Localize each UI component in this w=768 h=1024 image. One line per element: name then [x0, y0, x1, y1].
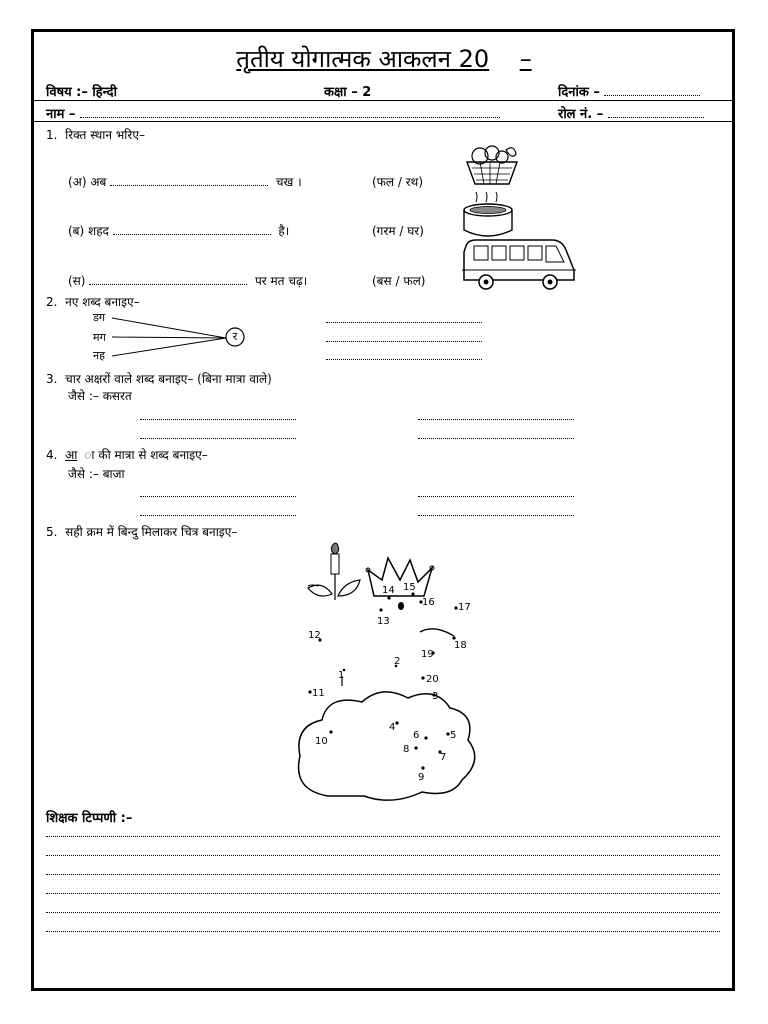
dot-label-9: 9: [418, 772, 425, 783]
dot-to-dot-puzzle: [290, 540, 490, 808]
dot-label-3: 3: [432, 691, 439, 702]
dot-label-10: 10: [315, 736, 328, 747]
q2-answer-2[interactable]: [326, 341, 482, 342]
remarks-line-5[interactable]: [46, 912, 720, 913]
q1-c-blank[interactable]: [89, 284, 247, 285]
date-field[interactable]: [604, 95, 700, 96]
q1-b-blank[interactable]: [113, 234, 271, 235]
q5-heading: 5. सही क्रम में बिन्दु मिलाकर चित्र बनाइए–: [46, 525, 238, 539]
q3-example: जैसे :– कसरत: [68, 389, 132, 403]
q3-answer-3[interactable]: [140, 438, 296, 439]
q2-word-3: नह: [93, 349, 105, 362]
q3-heading: 3. चार अक्षरों वाले शब्द बनाइए– (बिना मात्रा वाले): [46, 372, 272, 386]
dot-label-5: 5: [450, 730, 457, 741]
q4-answer-1[interactable]: [140, 496, 296, 497]
q3-answer-4[interactable]: [418, 438, 574, 439]
dot-label-13: 13: [377, 616, 390, 627]
q2-answer-1[interactable]: [326, 322, 482, 323]
q3-answer-1[interactable]: [140, 419, 296, 420]
teacher-remarks-label: शिक्षक टिप्पणी :–: [46, 811, 133, 826]
dot-label-15: 15: [403, 582, 416, 593]
q1-a-blank[interactable]: [110, 185, 268, 186]
page-title: तृतीय योगात्मक आकलन 20 –: [236, 45, 532, 73]
q2-center-letter: र: [232, 330, 238, 343]
dot-label-6: 6: [413, 730, 420, 741]
remarks-line-3[interactable]: [46, 874, 720, 875]
header-divider: [34, 100, 732, 101]
dot-label-16: 16: [422, 597, 435, 608]
header-divider-2: [34, 121, 732, 122]
dot-label-7: 7: [440, 752, 447, 763]
q2-heading: 2. नए शब्द बनाइए–: [46, 295, 140, 309]
q1-c-options: (बस / फल): [372, 274, 426, 288]
bus-icon: [458, 238, 578, 290]
subject-label: विषय :– हिन्दी: [46, 85, 117, 100]
remarks-line-6[interactable]: [46, 931, 720, 932]
dot-label-8: 8: [403, 744, 410, 755]
dot-label-4: 4: [389, 722, 396, 733]
date-label: दिनांक –: [558, 82, 700, 100]
dot-label-12: 12: [308, 630, 321, 641]
q2-connector-lines: [108, 312, 248, 360]
class-label: कक्षा – 2: [324, 85, 372, 100]
dot-label-1: 1: [338, 670, 345, 681]
roll-label: रोल नं. –: [558, 104, 704, 122]
q4-answer-3[interactable]: [140, 515, 296, 516]
q2-word-2: मग: [93, 331, 106, 344]
q1-item-b: (ब) शहद है।: [68, 224, 290, 238]
name-field[interactable]: [80, 117, 500, 118]
q2-answer-3[interactable]: [326, 359, 482, 360]
roll-field[interactable]: [608, 117, 704, 118]
q4-example: जैसे :– बाजा: [68, 467, 125, 481]
dot-label-11: 11: [312, 688, 325, 699]
q2-word-1: डग: [93, 311, 106, 324]
dot-label-20: 20: [426, 674, 439, 685]
remarks-line-4[interactable]: [46, 893, 720, 894]
q1-item-c: (स) पर मत चढ़।: [68, 274, 308, 288]
q1-heading: 1. रिक्त स्थान भरिए–: [46, 128, 145, 142]
cooking-pot-icon: [462, 192, 518, 240]
q1-b-options: (गरम / घर): [372, 224, 424, 238]
dot-label-17: 17: [458, 602, 471, 613]
remarks-line-1[interactable]: [46, 836, 720, 837]
candle-decoration-icon: [308, 543, 360, 600]
remarks-line-2[interactable]: [46, 855, 720, 856]
q3-answer-2[interactable]: [418, 419, 574, 420]
q4-answer-4[interactable]: [418, 515, 574, 516]
q4-heading: 4. आ की मात्रा से शब्द बनाइए–: [46, 448, 208, 462]
name-label: नाम –: [46, 104, 500, 122]
dot-label-19: 19: [421, 649, 434, 660]
q4-answer-2[interactable]: [418, 496, 574, 497]
dot-label-18: 18: [454, 640, 467, 651]
q1-a-options: (फल / रथ): [372, 175, 423, 189]
crown-icon: [366, 558, 434, 596]
dot-label-2: 2: [394, 656, 401, 667]
fruit-basket-icon: [462, 142, 522, 188]
dot-label-14: 14: [382, 585, 395, 596]
q1-item-a: (अ) अब चख ।: [68, 175, 302, 189]
